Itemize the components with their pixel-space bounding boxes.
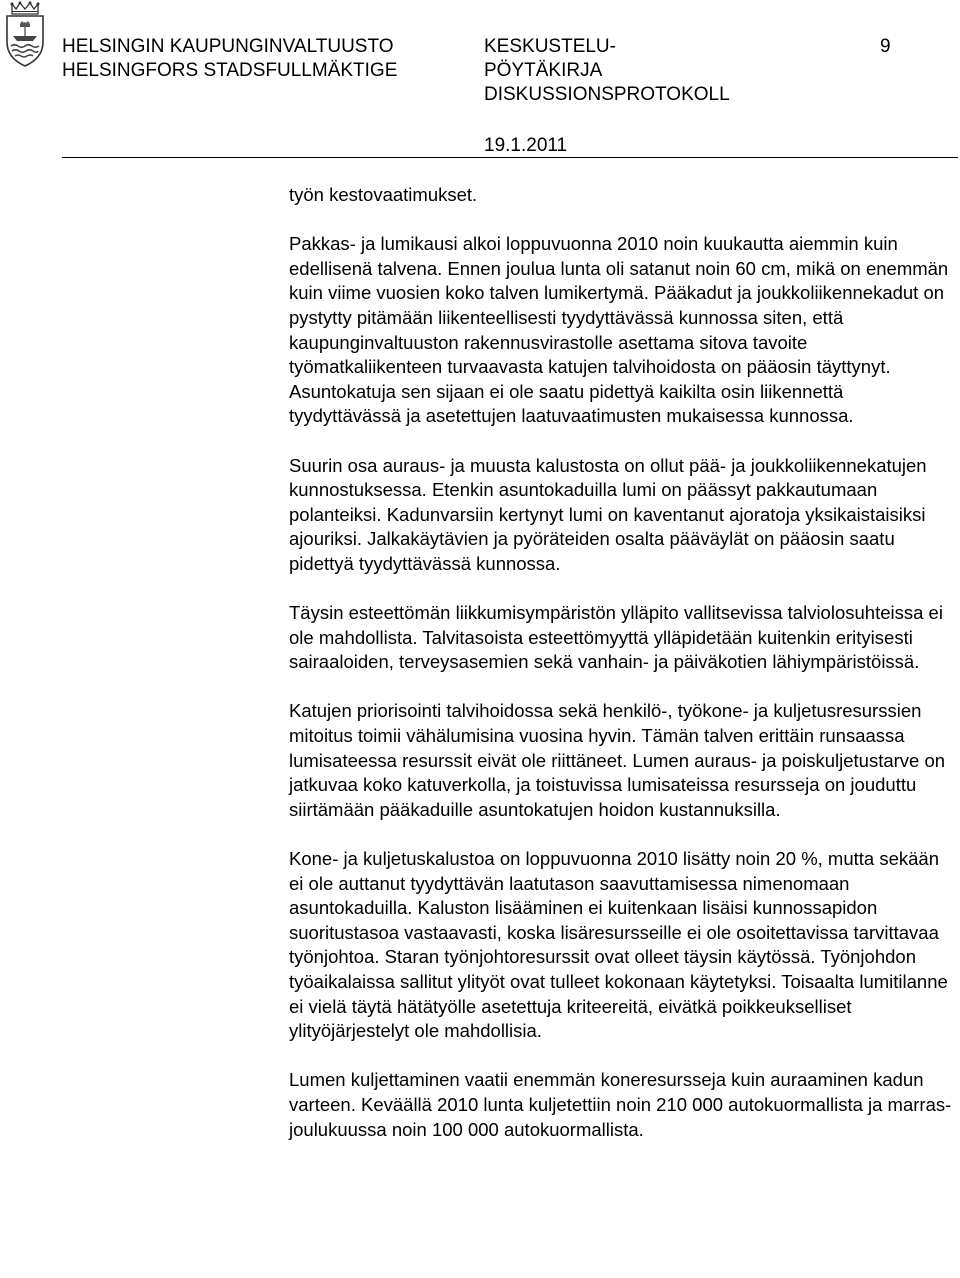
paragraph: Täysin esteettömän liikkumisympäristön ylläpito vallitsevissa talviolosuhteissa ei ole mahdollista. Talvitasoista esteettömyyttä ylläpidetään kuitenkin erityisesti sairaaloiden, terveysasemien sekä vanhain- ja päiväkotien lähiympäristöissä. xyxy=(289,602,943,673)
paragraph: Kone- ja kuljetuskalustoa on loppuvuonna 2010 lisätty noin 20 %, mutta sekään ei ole auttanut tyydyttävän laatutason saavuttamisessa nimenomaan asuntokaduilla. Kaluston lisääminen ei kuitenkaan lisäisi kunnossapidon suoritustasoa vastaavasti, koska lisäresursseille ei ole osoitettavissa tarvittavaa työnjohtoa. Staran työnjohtoresurssit ovat olleet täysin käytössä. Työnjohdon työaikalaissa sallitut ylityöt ovat tulleet kokonaan käytetyksi. Toisaalta lumitilanne ei vielä täytä hätätyölle asetettuja kriteereitä, eivätkä poikkeukselliset ylityöjärjestelyt ole mahdollisia. xyxy=(289,848,948,1042)
helsinki-coat-of-arms-icon xyxy=(2,0,48,68)
organization-name-finnish: HELSINGIN KAUPUNGINVALTUUSTO xyxy=(62,36,394,57)
document-type-line-3: DISKUSSIONSPROTOKOLL xyxy=(484,84,730,105)
page-number: 9 xyxy=(880,36,891,57)
document-type-line-2: PÖYTÄKIRJA xyxy=(484,60,603,81)
document-body xyxy=(289,183,957,1142)
document-type xyxy=(484,35,730,107)
paragraph: Suurin osa auraus- ja muusta kalustosta on ollut pää- ja joukkoliikennekatujen kunnostuksessa. Etenkin asuntokaduilla lumi on päässyt pakkautumaan polanteiksi. Kadunvarsiin kertynyt lumi on kaventanut ajoratoja yksikaistaisiksi ajouriksi. Jalkakäytävien ja pyöräteiden osalta pääväylät on pääosin saatu pidettyä tyydyttävässä kunnossa. xyxy=(289,454,927,574)
document-date: 19.1.2011 xyxy=(484,135,568,156)
paragraph: Lumen kuljettaminen vaatii enemmän koneresursseja kuin auraaminen kadun varteen. Keväällä 2010 lunta kuljetettiin noin 210 000 autokuormallista ja marras-joulukuussa noin 100 000 autokuormallista. xyxy=(289,1069,952,1140)
paragraph: Pakkas- ja lumikausi alkoi loppuvuonna 2010 noin kuukautta aiemmin kuin edellisenä talvena. Ennen joulua lunta oli satanut noin 60 cm, mikä on enemmän kuin viime vuosien koko talven lumikertymä. Pääkadut ja joukkoliikennekadut on pystytty pitämään liikenteellisesti tyydyttävässä kunnossa siten, että kaupunginvaltuuston rakennusvirastolle asettama sitova tavoite työmatkaliikenteen turvaavasta katujen talvihoidosta on pääosin täyttynyt. Asuntokatuja sen sijaan ei ole saatu pidettyä kaikilta osin liikennettä tyydyttävässä ja asetettujen laatuvaatimusten mukaisessa kunnossa. xyxy=(289,233,949,427)
organization-name-swedish: HELSINGFORS STADSFULLMÄKTIGE xyxy=(62,60,398,81)
paragraph: Katujen priorisointi talvihoidossa sekä henkilö-, työkone- ja kuljetusresurssien mitoitus toimii vähälumisina vuosina hyvin. Tämän talven erittäin runsaassa lumisateessa resurssit eivät ole riittäneet. Lumen auraus- ja poiskuljetustarve on jatkuvaa koko katuverkolla, ja toistuvissa lumisateissa resursseja on jouduttu siirtämään pääkaduille asuntokatujen hoidon kustannuksilla. xyxy=(289,700,946,820)
header-divider xyxy=(62,157,958,158)
document-type-line-1: KESKUSTELU- xyxy=(484,36,616,57)
organization-name xyxy=(62,35,397,83)
paragraph: työn kestovaatimukset. xyxy=(289,184,478,205)
